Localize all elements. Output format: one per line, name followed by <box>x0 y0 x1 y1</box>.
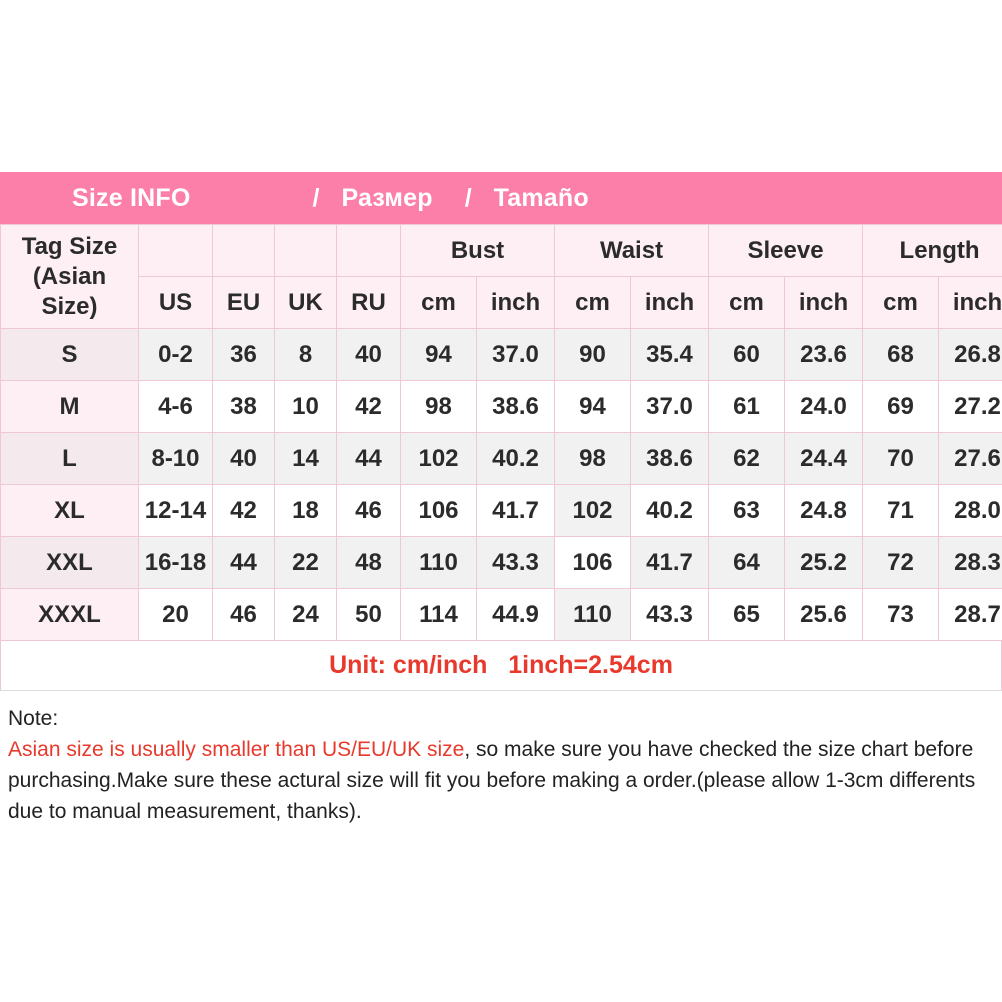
cell-ru: 42 <box>337 381 401 433</box>
cell-length-inch: 26.8 <box>939 329 1002 381</box>
header-uk-blank <box>275 225 337 277</box>
cell-uk: 18 <box>275 485 337 537</box>
header-uk: UK <box>275 277 337 329</box>
cell-length-cm: 73 <box>863 589 939 641</box>
cell-uk: 10 <box>275 381 337 433</box>
header-tag-size-l2: (Asian <box>32 262 107 290</box>
cell-eu: 46 <box>213 589 275 641</box>
cell-sleeve-inch: 25.2 <box>785 537 863 589</box>
cell-bust-inch: 41.7 <box>477 485 555 537</box>
header-ru-blank <box>337 225 401 277</box>
cell-bust-cm: 106 <box>401 485 477 537</box>
cell-length-inch: 28.7 <box>939 589 1002 641</box>
note-body <box>8 734 994 827</box>
cell-tag-size: XXL <box>1 537 139 589</box>
cell-ru: 44 <box>337 433 401 485</box>
cell-bust-inch: 40.2 <box>477 433 555 485</box>
cell-bust-cm: 98 <box>401 381 477 433</box>
cell-eu: 40 <box>213 433 275 485</box>
title-separator-1: / <box>312 183 320 212</box>
table-row <box>1 433 1002 485</box>
cell-ru: 46 <box>337 485 401 537</box>
cell-waist-inch: 40.2 <box>631 485 709 537</box>
cell-waist-inch: 35.4 <box>631 329 709 381</box>
unit-note-text: Unit: cm/inch 1inch=2.54cm <box>329 651 673 679</box>
cell-sleeve-inch: 25.6 <box>785 589 863 641</box>
cell-sleeve-cm: 65 <box>709 589 785 641</box>
title-size-info: Size INFO <box>72 183 191 212</box>
cell-sleeve-cm: 63 <box>709 485 785 537</box>
title-razmer: Размер <box>341 183 433 212</box>
header-bust: Bust <box>401 225 555 277</box>
cell-length-inch: 28.0 <box>939 485 1002 537</box>
cell-waist-inch: 38.6 <box>631 433 709 485</box>
header-eu: EU <box>213 277 275 329</box>
cell-sleeve-cm: 60 <box>709 329 785 381</box>
cell-sleeve-cm: 61 <box>709 381 785 433</box>
header-bust-inch: inch <box>477 277 555 329</box>
cell-uk: 24 <box>275 589 337 641</box>
cell-uk: 22 <box>275 537 337 589</box>
cell-tag-size: XL <box>1 485 139 537</box>
cell-uk: 14 <box>275 433 337 485</box>
table-row <box>1 381 1002 433</box>
cell-eu: 42 <box>213 485 275 537</box>
header-sleeve: Sleeve <box>709 225 863 277</box>
table-row <box>1 589 1002 641</box>
cell-waist-cm: 94 <box>555 381 631 433</box>
cell-sleeve-cm: 62 <box>709 433 785 485</box>
cell-waist-cm: 102 <box>555 485 631 537</box>
cell-us: 4-6 <box>139 381 213 433</box>
cell-length-inch: 27.6 <box>939 433 1002 485</box>
cell-uk: 8 <box>275 329 337 381</box>
header-us-blank <box>139 225 213 277</box>
header-length-cm: cm <box>863 277 939 329</box>
cell-sleeve-inch: 23.6 <box>785 329 863 381</box>
header-length: Length <box>863 225 1002 277</box>
title-separator-2: / <box>464 183 472 212</box>
cell-bust-inch: 43.3 <box>477 537 555 589</box>
cell-eu: 36 <box>213 329 275 381</box>
note-red-text: Asian size is usually smaller than US/EU/UK size <box>8 738 465 761</box>
header-ru: RU <box>337 277 401 329</box>
size-table <box>0 224 1002 641</box>
cell-waist-cm: 106 <box>555 537 631 589</box>
cell-bust-cm: 94 <box>401 329 477 381</box>
cell-bust-inch: 37.0 <box>477 329 555 381</box>
header-waist-inch: inch <box>631 277 709 329</box>
cell-length-inch: 28.3 <box>939 537 1002 589</box>
cell-bust-inch: 38.6 <box>477 381 555 433</box>
note-label: Note: <box>8 707 59 730</box>
cell-eu: 44 <box>213 537 275 589</box>
cell-length-cm: 71 <box>863 485 939 537</box>
cell-us: 16-18 <box>139 537 213 589</box>
cell-bust-inch: 44.9 <box>477 589 555 641</box>
cell-tag-size: S <box>1 329 139 381</box>
cell-length-inch: 27.2 <box>939 381 1002 433</box>
header-bust-cm: cm <box>401 277 477 329</box>
cell-bust-cm: 110 <box>401 537 477 589</box>
cell-us: 20 <box>139 589 213 641</box>
cell-length-cm: 69 <box>863 381 939 433</box>
cell-eu: 38 <box>213 381 275 433</box>
cell-waist-inch: 41.7 <box>631 537 709 589</box>
size-chart <box>0 172 1002 827</box>
cell-sleeve-cm: 64 <box>709 537 785 589</box>
cell-length-cm: 70 <box>863 433 939 485</box>
cell-tag-size: M <box>1 381 139 433</box>
cell-waist-cm: 90 <box>555 329 631 381</box>
header-tag-size <box>1 225 139 329</box>
cell-ru: 48 <box>337 537 401 589</box>
header-sleeve-cm: cm <box>709 277 785 329</box>
size-info-title-bar <box>0 172 1002 224</box>
cell-length-cm: 68 <box>863 329 939 381</box>
unit-note <box>0 641 1002 691</box>
table-row <box>1 485 1002 537</box>
table-row <box>1 537 1002 589</box>
header-waist: Waist <box>555 225 709 277</box>
cell-us: 0-2 <box>139 329 213 381</box>
header-eu-blank <box>213 225 275 277</box>
header-tag-size-l3: Size) <box>41 292 98 320</box>
cell-sleeve-inch: 24.4 <box>785 433 863 485</box>
cell-ru: 40 <box>337 329 401 381</box>
note-rest-text: , so make sure you have checked the size chart before purchasing.Make sure these actural size will fit you before making a order.(please allow 1-3cm differents due to manual measurement, thanks). <box>8 738 976 823</box>
cell-us: 12-14 <box>139 485 213 537</box>
header-tag-size-l1: Tag Size <box>21 232 118 260</box>
cell-ru: 50 <box>337 589 401 641</box>
table-row <box>1 329 1002 381</box>
cell-us: 8-10 <box>139 433 213 485</box>
cell-bust-cm: 114 <box>401 589 477 641</box>
header-us: US <box>139 277 213 329</box>
title-tamano: Tamaño <box>493 183 589 212</box>
cell-waist-inch: 37.0 <box>631 381 709 433</box>
cell-tag-size: L <box>1 433 139 485</box>
cell-waist-inch: 43.3 <box>631 589 709 641</box>
cell-tag-size: XXXL <box>1 589 139 641</box>
header-waist-cm: cm <box>555 277 631 329</box>
cell-waist-cm: 98 <box>555 433 631 485</box>
cell-length-cm: 72 <box>863 537 939 589</box>
cell-sleeve-inch: 24.0 <box>785 381 863 433</box>
size-table-body <box>1 329 1002 641</box>
cell-waist-cm: 110 <box>555 589 631 641</box>
cell-sleeve-inch: 24.8 <box>785 485 863 537</box>
note-block <box>0 691 1002 827</box>
cell-bust-cm: 102 <box>401 433 477 485</box>
header-sleeve-inch: inch <box>785 277 863 329</box>
header-length-inch: inch <box>939 277 1002 329</box>
